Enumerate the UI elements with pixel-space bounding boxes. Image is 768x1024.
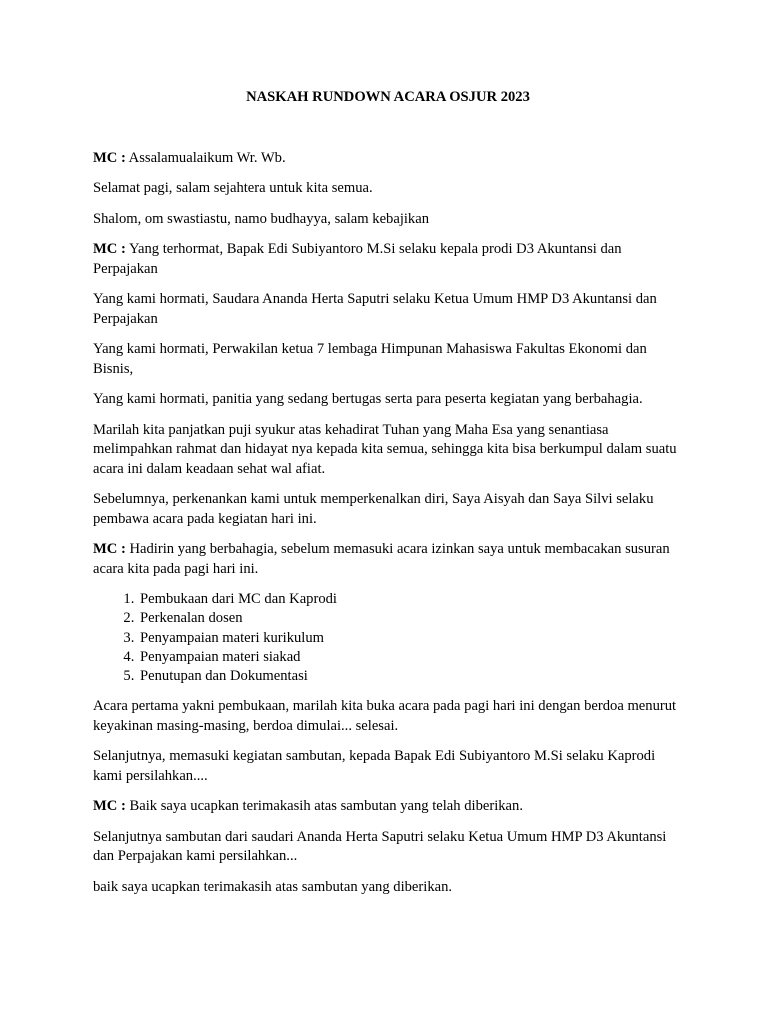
paragraph-text: Baik saya ucapkan terimakasih atas sambutan yang telah diberikan.	[129, 798, 523, 815]
paragraph-greeting	[93, 149, 683, 169]
paragraph-opening-prayer: Acara pertama yakni pembukaan, marilah kita buka acara pada pagi hari ini dengan berdoa menurut keyakinan masing-masing, berdoa dimulai... selesai.	[93, 698, 677, 734]
paragraph-interfaith-greeting: Shalom, om swastiastu, namo budhayya, salam kebajikan	[93, 210, 429, 227]
document-page	[93, 88, 683, 908]
paragraph-text: Assalamualaikum Wr. Wb.	[128, 149, 286, 166]
paragraph-gratitude: Marilah kita panjatkan puji syukur atas kehadirat Tuhan yang Maha Esa yang senantiasa melimpahkan rahmat dan hidayat nya kepada kita semua, sehingga kita bisa berkumpul dalam suatu acara ini dalam keadaan sehat wal afiat.	[93, 421, 677, 477]
paragraph-text: Yang terhormat, Bapak Edi Subiyantoro M.Si selaku kepala prodi D3 Akuntansi dan Perpajakan	[93, 241, 622, 277]
agenda-list	[93, 590, 683, 686]
paragraph-introduction: Sebelumnya, perkenankan kami untuk memperkenalkan diri, Saya Aisyah dan Saya Silvi selaku pembawa acara pada kegiatan hari ini.	[93, 491, 654, 527]
agenda-item: 3. Penyampaian materi kurikulum	[138, 629, 683, 648]
agenda-item: 5. Penutupan dan Dokumentasi	[138, 667, 683, 686]
agenda-item: 2. Perkenalan dosen	[138, 609, 683, 628]
paragraph-hmp-speech: Selanjutnya sambutan dari saudari Ananda Herta Saputri selaku Ketua Umum HMP D3 Akuntansi dan Perpajakan kami persilahkan...	[93, 828, 667, 865]
paragraph-text: Hadirin yang berbahagia, sebelum memasuki acara izinkan saya untuk membacakan susuran acara kita pada pagi hari ini.	[93, 541, 670, 577]
mc-label: MC :	[93, 798, 126, 815]
paragraph-good-morning: Selamat pagi, salam sejahtera untuk kita semua.	[93, 180, 373, 196]
paragraph-honored-committee: Yang kami hormati, panitia yang sedang bertugas serta para peserta kegiatan yang berbahagia.	[93, 391, 643, 407]
mc-label: MC :	[93, 241, 126, 257]
mc-label: MC :	[93, 541, 126, 557]
agenda-item: 1. Pembukaan dari MC dan Kaprodi	[138, 590, 683, 609]
paragraph-closing-thanks: baik saya ucapkan terimakasih atas sambutan yang diberikan.	[93, 878, 453, 895]
agenda-item: 4. Penyampaian materi siakad	[138, 648, 683, 667]
paragraph-kaprodi-speech: Selanjutnya, memasuki kegiatan sambutan, kepada Bapak Edi Subiyantoro M.Si selaku Kaprodi kami persilahkan....	[93, 748, 656, 784]
paragraph-thanks-speech	[93, 797, 683, 817]
mc-label: MC :	[93, 149, 126, 166]
document-title: NASKAH RUNDOWN ACARA OSJUR 2023	[246, 89, 530, 105]
paragraph-honored-representatives: Yang kami hormati, Perwakilan ketua 7 lembaga Himpunan Mahasiswa Fakultas Ekonomi dan Bisnis,	[93, 341, 647, 377]
paragraph-honored-kaprodi	[93, 240, 683, 279]
paragraph-honored-hmp-chair: Yang kami hormati, Saudara Ananda Herta Saputri selaku Ketua Umum HMP D3 Akuntansi dan Perpajakan	[93, 291, 657, 327]
paragraph-agenda-intro	[93, 540, 683, 579]
